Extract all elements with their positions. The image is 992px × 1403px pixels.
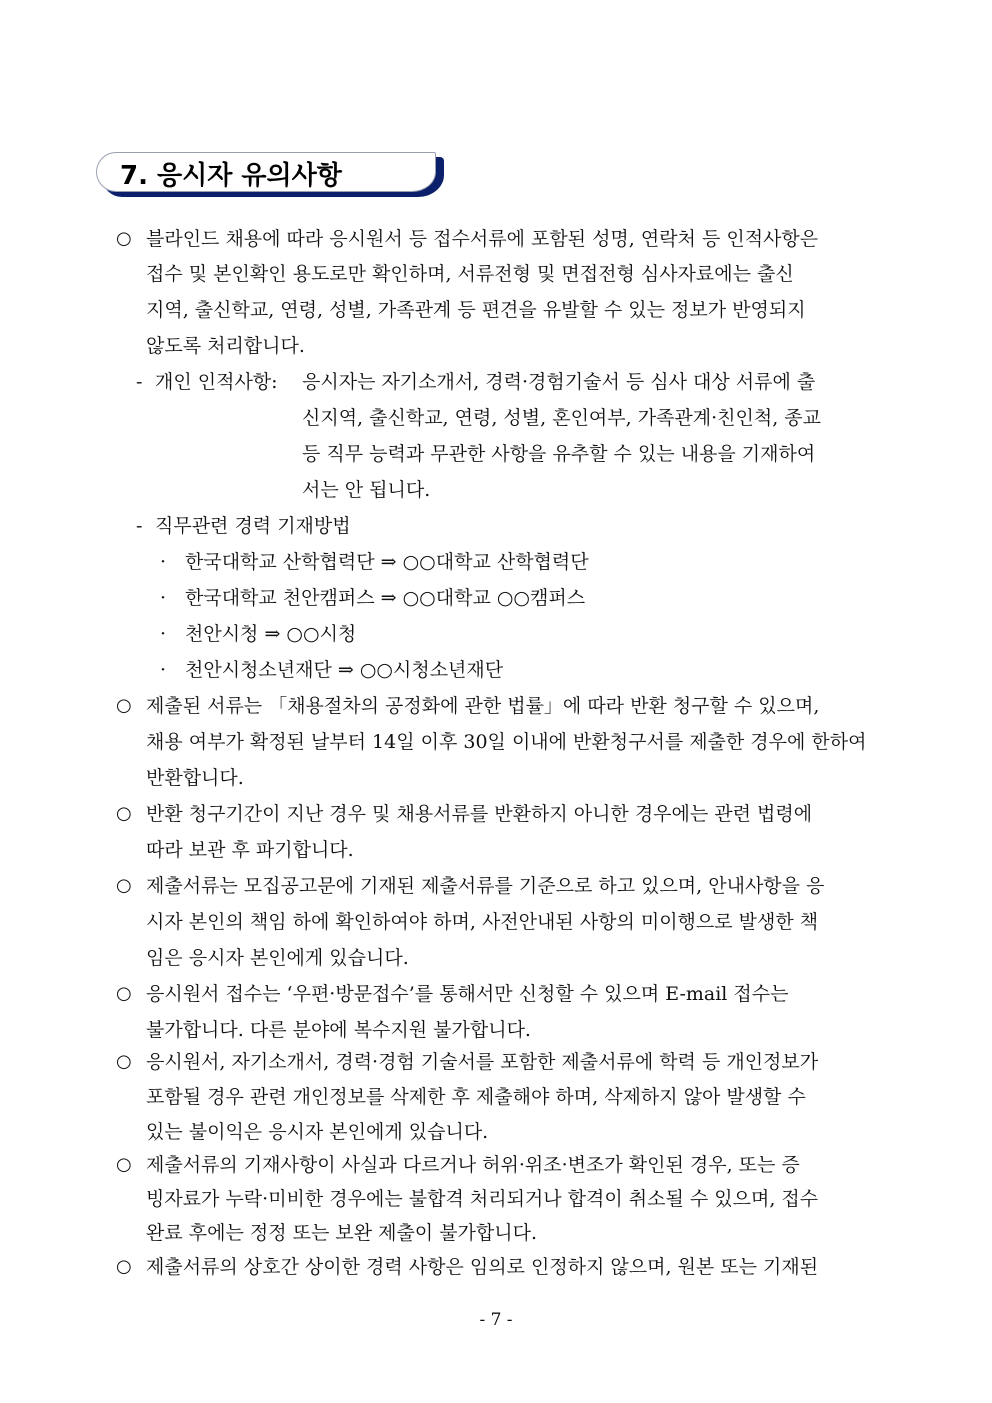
p2-line-2: 채용 여부가 확정된 날부터 14일 이후 30일 이내에 반환청구서를 제출한 경우에 한하여 [146,731,867,753]
p4-line-2: 시자 본인의 책임 하에 확인하여야 하며, 사전안내된 사항의 미이행으로 발생한 책 [146,911,819,933]
p2-line-3: 반환합니다. [146,767,244,789]
dash-bullet: - [136,515,143,537]
d1-line-1: 응시자는 자기소개서, 경력·경험기술서 등 심사 대상 서류에 출 [302,371,816,393]
circle-bullet: ○ [116,983,132,1004]
p6-line-2: 포함될 경우 관련 개인정보를 삭제한 후 제출해야 하며, 삭제하지 않아 발생할 수 [146,1086,806,1108]
circle-bullet: ○ [116,228,132,249]
p1-line-4: 않도록 처리합니다. [146,335,305,357]
p4-line-3: 임은 응시자 본인에게 있습니다. [146,947,409,969]
p3-line-2: 따라 보관 후 파기합니다. [146,839,354,861]
career-item-1: 한국대학교 산학협력단 ⇒ ○○대학교 산학협력단 [185,551,589,573]
p7-line-3: 완료 후에는 정정 또는 보완 제출이 불가합니다. [146,1222,538,1244]
page-number: - 7 - [479,1310,513,1330]
d1-line-2: 신지역, 출신학교, 연령, 성별, 혼인여부, 가족관계·친인척, 종교 [302,407,822,429]
p5-line-1: 응시원서 접수는 ‘우편·방문접수’를 통해서만 신청할 수 있으며 E-mail 접수는 [146,983,789,1005]
dot-bullet: · [160,659,167,681]
dot-bullet: · [160,587,167,609]
section-title: 7. 응시자 유의사항 [120,161,342,191]
p1-line-2: 접수 및 본인확인 용도로만 확인하며, 서류전형 및 면접전형 심사자료에는 출신 [146,263,794,285]
dot-bullet: · [160,623,167,645]
p7-line-1: 제출서류의 기재사항이 사실과 다르거나 허위·위조·변조가 확인된 경우, 또는 증 [146,1154,800,1176]
p6-line-1: 응시원서, 자기소개서, 경력·경험 기술서를 포함한 제출서류에 학력 등 개인정보가 [146,1051,819,1073]
p4-line-1: 제출서류는 모집공고문에 기재된 제출서류를 기준으로 하고 있으며, 안내사항을 응 [146,875,825,897]
personal-info-label: 개인 인적사항: [155,371,278,393]
circle-bullet: ○ [116,695,132,716]
p2-line-1: 제출된 서류는 「채용절차의 공정화에 관한 법률」에 따라 반환 청구할 수 있으며, [146,695,820,717]
p7-line-2: 빙자료가 누락·미비한 경우에는 불합격 처리되거나 합격이 취소될 수 있으며, 접수 [146,1188,819,1210]
circle-bullet: ○ [116,803,132,824]
d1-line-4: 서는 안 됩니다. [302,479,431,501]
career-item-2: 한국대학교 천안캠퍼스 ⇒ ○○대학교 ○○캠퍼스 [185,587,586,609]
circle-bullet: ○ [116,875,132,896]
section-header [96,152,446,198]
career-item-4: 천안시청소년재단 ⇒ ○○시청소년재단 [185,659,504,681]
dash-bullet: - [136,371,143,393]
p8-line-1: 제출서류의 상호간 상이한 경력 사항은 임의로 인정하지 않으며, 원본 또는 기재된 [146,1256,819,1278]
p3-line-1: 반환 청구기간이 지난 경우 및 채용서류를 반환하지 아니한 경우에는 관련 법령에 [146,803,813,825]
p6-line-3: 있는 불이익은 응시자 본인에게 있습니다. [146,1121,489,1143]
d1-line-3: 등 직무 능력과 무관한 사항을 유추할 수 있는 내용을 기재하여 [302,443,816,465]
p1-line-3: 지역, 출신학교, 연령, 성별, 가족관계 등 편견을 유발할 수 있는 정보가 반영되지 [146,299,806,321]
circle-bullet: ○ [116,1256,132,1277]
career-method-label: 직무관련 경력 기재방법 [155,515,351,537]
p1-line-1: 블라인드 채용에 따라 응시원서 등 접수서류에 포함된 성명, 연락처 등 인적사항은 [146,228,819,250]
circle-bullet: ○ [116,1154,132,1175]
circle-bullet: ○ [116,1051,132,1072]
dot-bullet: · [160,551,167,573]
career-item-3: 천안시청 ⇒ ○○시청 [185,623,357,645]
p5-line-2: 불가합니다. 다른 분야에 복수지원 불가합니다. [146,1019,531,1041]
